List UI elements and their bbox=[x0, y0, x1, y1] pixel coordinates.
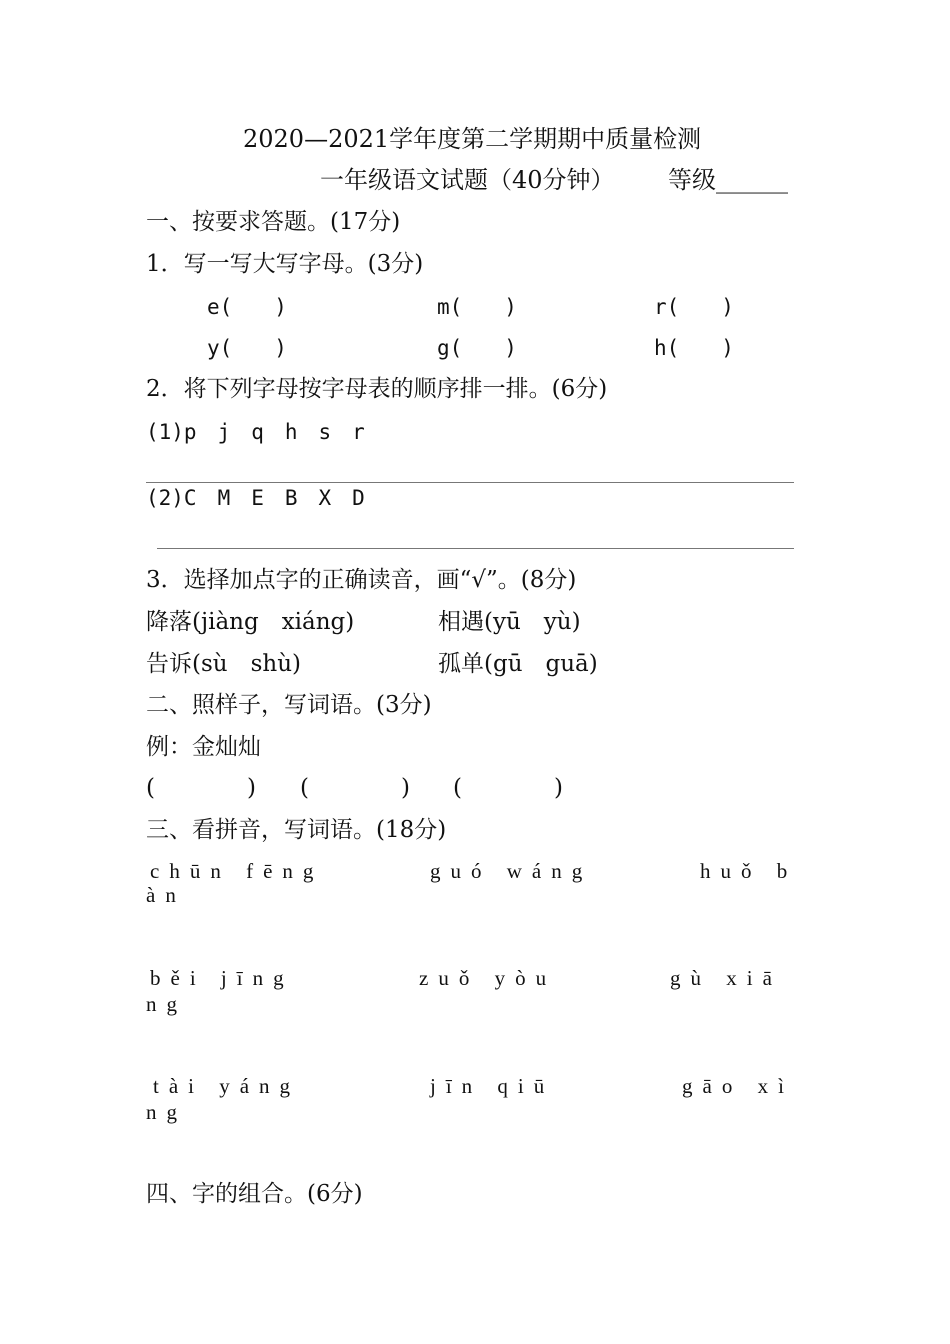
pinyin-jin-qiu: jīn qiū bbox=[430, 1074, 555, 1098]
pinyin-gao-xing-part1: gāo xì bbox=[682, 1074, 794, 1098]
exam-subtitle: 一年级语文试题（40分钟） bbox=[320, 166, 615, 194]
blank-1[interactable]: ( ) bbox=[146, 775, 256, 801]
blank-3[interactable]: ( ) bbox=[453, 775, 563, 801]
answer-line-2[interactable] bbox=[157, 548, 794, 549]
q1-item-e: e( ) bbox=[207, 295, 287, 319]
pinyin-tai-yang: tài yáng bbox=[153, 1074, 301, 1098]
q1-item-m: m( ) bbox=[437, 295, 517, 319]
blank-2[interactable]: ( ) bbox=[300, 775, 410, 801]
section2-heading: 二、照样子，写词语。(3分) bbox=[146, 692, 432, 718]
q3-item-3: 告诉(sù shù) bbox=[146, 651, 301, 677]
q1-item-r: r( ) bbox=[654, 295, 734, 319]
q3-item-1: 降落(jiàng xiáng) bbox=[146, 609, 355, 635]
q3-prompt: 3．选择加点字的正确读音，画“√”。(8分) bbox=[146, 567, 577, 593]
q1-item-h: h( ) bbox=[654, 336, 734, 360]
section4-heading: 四、字的组合。(6分) bbox=[146, 1181, 363, 1207]
section2-example: 例：金灿灿 bbox=[146, 734, 261, 760]
q2-prompt: 2．将下列字母按字母表的顺序排一排。(6分) bbox=[146, 376, 608, 402]
q3-item-2: 相遇(yū yù) bbox=[438, 609, 581, 635]
pinyin-huo-ban-part2: àn bbox=[146, 883, 186, 907]
pinyin-huo-ban-part1: huǒ b bbox=[700, 859, 798, 883]
exam-title: 2020—2021学年度第二学期期中质量检测 bbox=[243, 125, 702, 153]
section1-heading: 一、按要求答题。(17分) bbox=[146, 209, 401, 235]
pinyin-gu-xiang-part2: ng bbox=[146, 992, 187, 1016]
pinyin-bei-jing: běi jīng bbox=[150, 966, 294, 990]
pinyin-zuo-you: zuǒ yòu bbox=[419, 966, 557, 990]
q1-item-y: y( ) bbox=[207, 336, 287, 360]
pinyin-gu-xiang-part1: gù xiā bbox=[670, 966, 782, 990]
pinyin-chun-feng: chūn fēng bbox=[150, 859, 324, 883]
pinyin-gao-xing-part2: ng bbox=[146, 1100, 187, 1124]
q1-prompt: 1．写一写大写字母。(3分) bbox=[146, 251, 424, 277]
pinyin-guo-wang: guó wáng bbox=[430, 859, 593, 883]
grade-label: 等级______ bbox=[668, 166, 788, 194]
q2-line2: (2)C M E B X D bbox=[146, 486, 365, 510]
q3-item-4: 孤单(gū guā) bbox=[438, 651, 598, 677]
q2-line1: (1)p j q h s r bbox=[146, 420, 365, 444]
section3-heading: 三、看拼音，写词语。(18分) bbox=[146, 817, 447, 843]
answer-line-1[interactable] bbox=[146, 482, 794, 483]
q1-item-g: g( ) bbox=[437, 336, 517, 360]
